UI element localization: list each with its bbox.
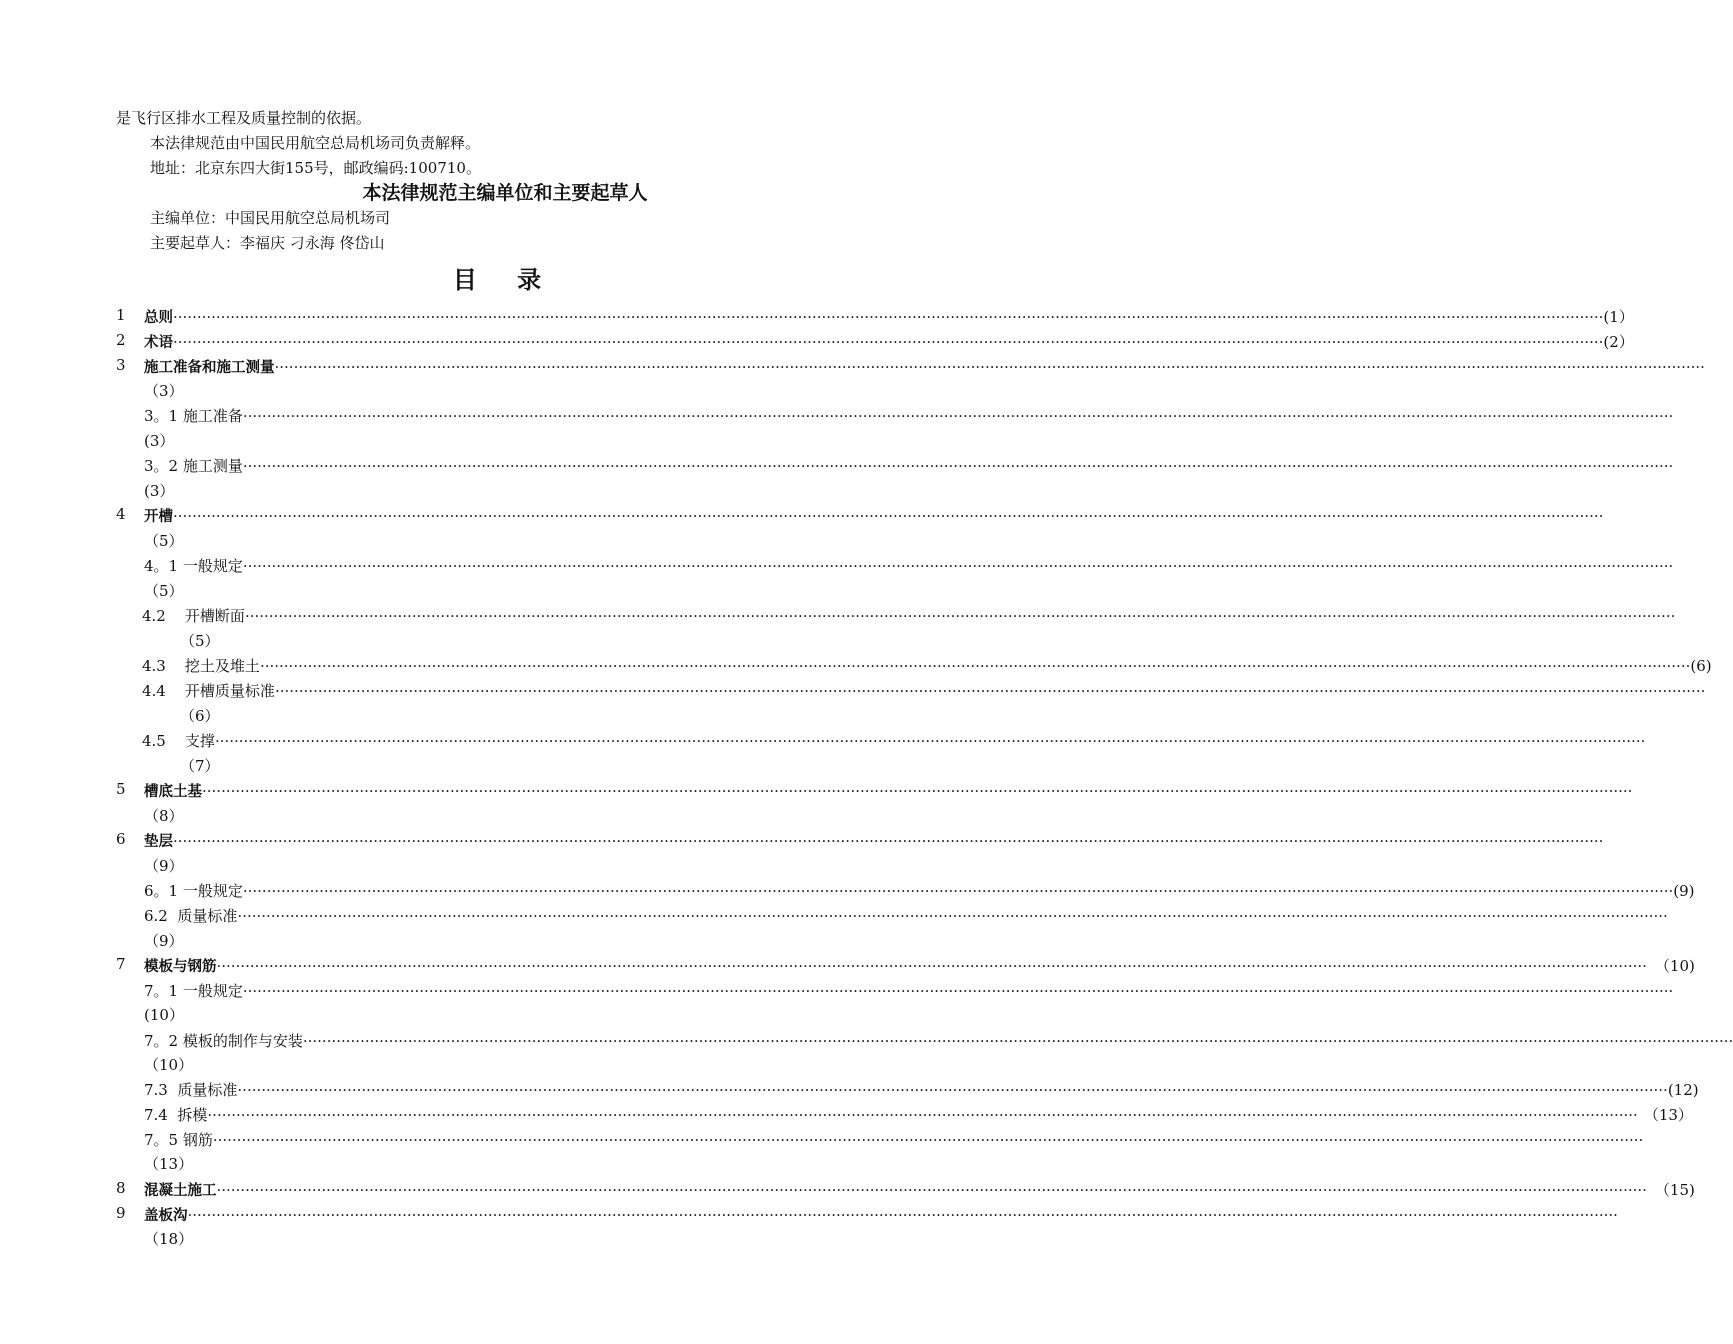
editors-drafters: 主要起草人：李福庆 刁永海 佟岱山 <box>150 234 385 252</box>
toc-entry-page: （6） <box>180 707 220 725</box>
toc-entry[interactable] <box>144 1079 1699 1101</box>
toc-leader-dots: ············································································································································································································································································································ <box>173 832 1604 850</box>
toc-entry-page: （3） <box>144 382 184 400</box>
toc-entry-label: 总则 <box>144 310 173 326</box>
toc-leader-dots: ············································································································································································································································································································ <box>242 882 1674 900</box>
toc-entry-label: 槽底土基 <box>144 784 202 800</box>
toc-entry-label: 术语 <box>144 335 173 351</box>
toc-leader-dots: ············································································································································································································································································································ <box>202 782 1633 800</box>
toc-entry[interactable] <box>144 780 1633 803</box>
toc-entry-page: (1） <box>1603 308 1634 326</box>
toc-leader-dots: ············································································································································································································································································································ <box>212 1131 1644 1149</box>
toc-leader-dots: ············································································································································································································································································································ <box>173 333 1604 351</box>
toc-leader-dots: ············································································································································································································································································································ <box>187 1206 1618 1224</box>
toc-entry[interactable] <box>144 1129 1644 1151</box>
toc-leader-dots: ············································································································································································································································································································ <box>242 982 1674 1000</box>
toc-entry[interactable] <box>144 1204 1618 1227</box>
toc-entry-label: 7.4 拆模 <box>144 1106 208 1124</box>
toc-entry-label: 7。5 钢筋 <box>144 1131 213 1149</box>
toc-leader-dots: ············································································································································································································································································································ <box>274 682 1706 700</box>
toc-entry-page: （13） <box>1643 1106 1693 1124</box>
toc-entry[interactable] <box>144 306 1634 329</box>
toc-entry[interactable] <box>142 680 1706 702</box>
toc-entry-label: 垫层 <box>144 834 173 850</box>
toc-entry-page: (10） <box>144 1006 184 1024</box>
toc-entry-label: 4.5 支撑 <box>142 732 215 750</box>
toc-entry-label: 4.2 开槽断面 <box>142 607 245 625</box>
toc-entry-page: （5） <box>144 582 184 600</box>
toc-leader-dots: ············································································································································································································································································································ <box>274 358 1705 376</box>
toc-leader-dots: ············································································································································································································································································································ <box>237 1081 1668 1099</box>
toc-num: 4 <box>116 505 126 523</box>
toc-entry[interactable] <box>144 880 1695 902</box>
toc-leader-dots: ············································································································································································································································································································ <box>216 1181 1647 1199</box>
editors-heading: 本法律规范主编单位和主要起草人 <box>362 182 648 204</box>
toc-entry-label: 盖板沟 <box>144 1208 188 1224</box>
toc-leader-dots: ············································································································································································································································································································ <box>237 907 1668 925</box>
intro-line-1: 是飞行区排水工程及质量控制的依据。 <box>116 109 372 127</box>
intro-line-2: 本法律规范由中国民用航空总局机场司负责解释。 <box>150 134 481 152</box>
toc-entry-label: 7。1 一般规定 <box>144 982 243 1000</box>
toc-entry-page: (9) <box>1673 882 1695 900</box>
toc-num: 8 <box>116 1179 126 1197</box>
toc-leader-dots: ············································································································································································································································································································ <box>207 1106 1638 1124</box>
toc-entry-label: 4。1 一般规定 <box>144 557 243 575</box>
toc-entry[interactable] <box>144 1104 1693 1126</box>
toc-entry[interactable] <box>144 505 1604 528</box>
toc-leader-dots: ············································································································································································································································································································ <box>244 607 1676 625</box>
toc-entry-label: 4.4 开槽质量标准 <box>142 682 275 700</box>
toc-entry[interactable] <box>144 1030 1733 1052</box>
toc-entry-label: 开槽 <box>144 509 173 525</box>
toc-entry[interactable] <box>144 555 1674 577</box>
toc-num: 9 <box>116 1204 126 1222</box>
toc-leader-dots: ············································································································································································································································································································ <box>259 657 1691 675</box>
toc-leader-dots: ············································································································································································································································································································ <box>216 957 1647 975</box>
toc-num: 3 <box>116 356 126 374</box>
toc-entry[interactable] <box>144 405 1674 427</box>
toc-entry[interactable] <box>144 980 1674 1002</box>
toc-entry[interactable] <box>142 655 1712 677</box>
toc-entry-page: （15) <box>1654 1181 1695 1199</box>
toc-entry[interactable] <box>142 730 1646 752</box>
toc-entry-page: （5） <box>144 532 184 550</box>
toc-entry[interactable] <box>144 905 1668 927</box>
toc-entry-page: (3） <box>144 482 175 500</box>
toc-entry-page: (12) <box>1667 1081 1699 1099</box>
toc-heading: 目 录 <box>452 266 558 294</box>
toc-entry-label: 4.3 挖土及堆土 <box>142 657 260 675</box>
toc-entry-page: (2） <box>1603 333 1634 351</box>
toc-leader-dots: ············································································································································································································································································································ <box>242 457 1674 475</box>
toc-entry[interactable] <box>144 455 1674 477</box>
intro-line-3: 地址：北京东四大街155号，邮政编码:100710。 <box>150 159 481 177</box>
toc-num: 2 <box>116 331 126 349</box>
toc-num: 1 <box>116 306 126 324</box>
toc-entry-page: (3） <box>144 432 175 450</box>
toc-entry-page: （13） <box>144 1155 194 1173</box>
toc-entry-page: （8） <box>144 807 184 825</box>
toc-entry-label: 3。1 施工准备 <box>144 407 243 425</box>
toc-entry[interactable] <box>144 830 1604 853</box>
toc-leader-dots: ············································································································································································································································································································ <box>242 407 1674 425</box>
toc-entry-page: （9） <box>144 857 184 875</box>
toc-leader-dots: ············································································································································································································································································································ <box>242 557 1674 575</box>
toc-entry-label: 6。1 一般规定 <box>144 882 243 900</box>
toc-entry-label: 3。2 施工测量 <box>144 457 243 475</box>
editors-unit: 主编单位：中国民用航空总局机场司 <box>150 209 391 227</box>
toc-entry[interactable] <box>144 331 1634 354</box>
toc-entry-label: 7。2 模板的制作与安装 <box>144 1032 303 1050</box>
toc-entry[interactable] <box>144 356 1705 379</box>
toc-leader-dots: ············································································································································································································································································································ <box>302 1032 1733 1050</box>
toc-entry[interactable] <box>144 1179 1695 1202</box>
toc-entry-label: 混凝土施工 <box>144 1183 217 1199</box>
toc-entry-label: 7.3 质量标准 <box>144 1081 238 1099</box>
toc-entry-page: （10） <box>144 1056 194 1074</box>
toc-num: 7 <box>116 955 126 973</box>
toc-entry-page: （7） <box>180 757 220 775</box>
toc-entry-page: （10) <box>1654 957 1695 975</box>
toc-leader-dots: ············································································································································································································································································································ <box>173 308 1604 326</box>
toc-entry-label: 施工准备和施工测量 <box>144 360 275 376</box>
toc-num: 6 <box>116 830 126 848</box>
toc-entry-page: （9） <box>144 932 184 950</box>
toc-entry[interactable] <box>142 605 1676 627</box>
toc-entry-label: 6.2 质量标准 <box>144 907 238 925</box>
toc-entry[interactable] <box>144 955 1695 978</box>
toc-leader-dots: ············································································································································································································································································································ <box>173 507 1604 525</box>
toc-leader-dots: ············································································································································································································································································································ <box>214 732 1646 750</box>
toc-num: 5 <box>116 780 126 798</box>
toc-entry-page: （5） <box>180 632 220 650</box>
toc-entry-page: （18） <box>144 1230 194 1248</box>
toc-entry-label: 模板与钢筋 <box>144 959 217 975</box>
toc-entry-page: (6) <box>1690 657 1712 675</box>
